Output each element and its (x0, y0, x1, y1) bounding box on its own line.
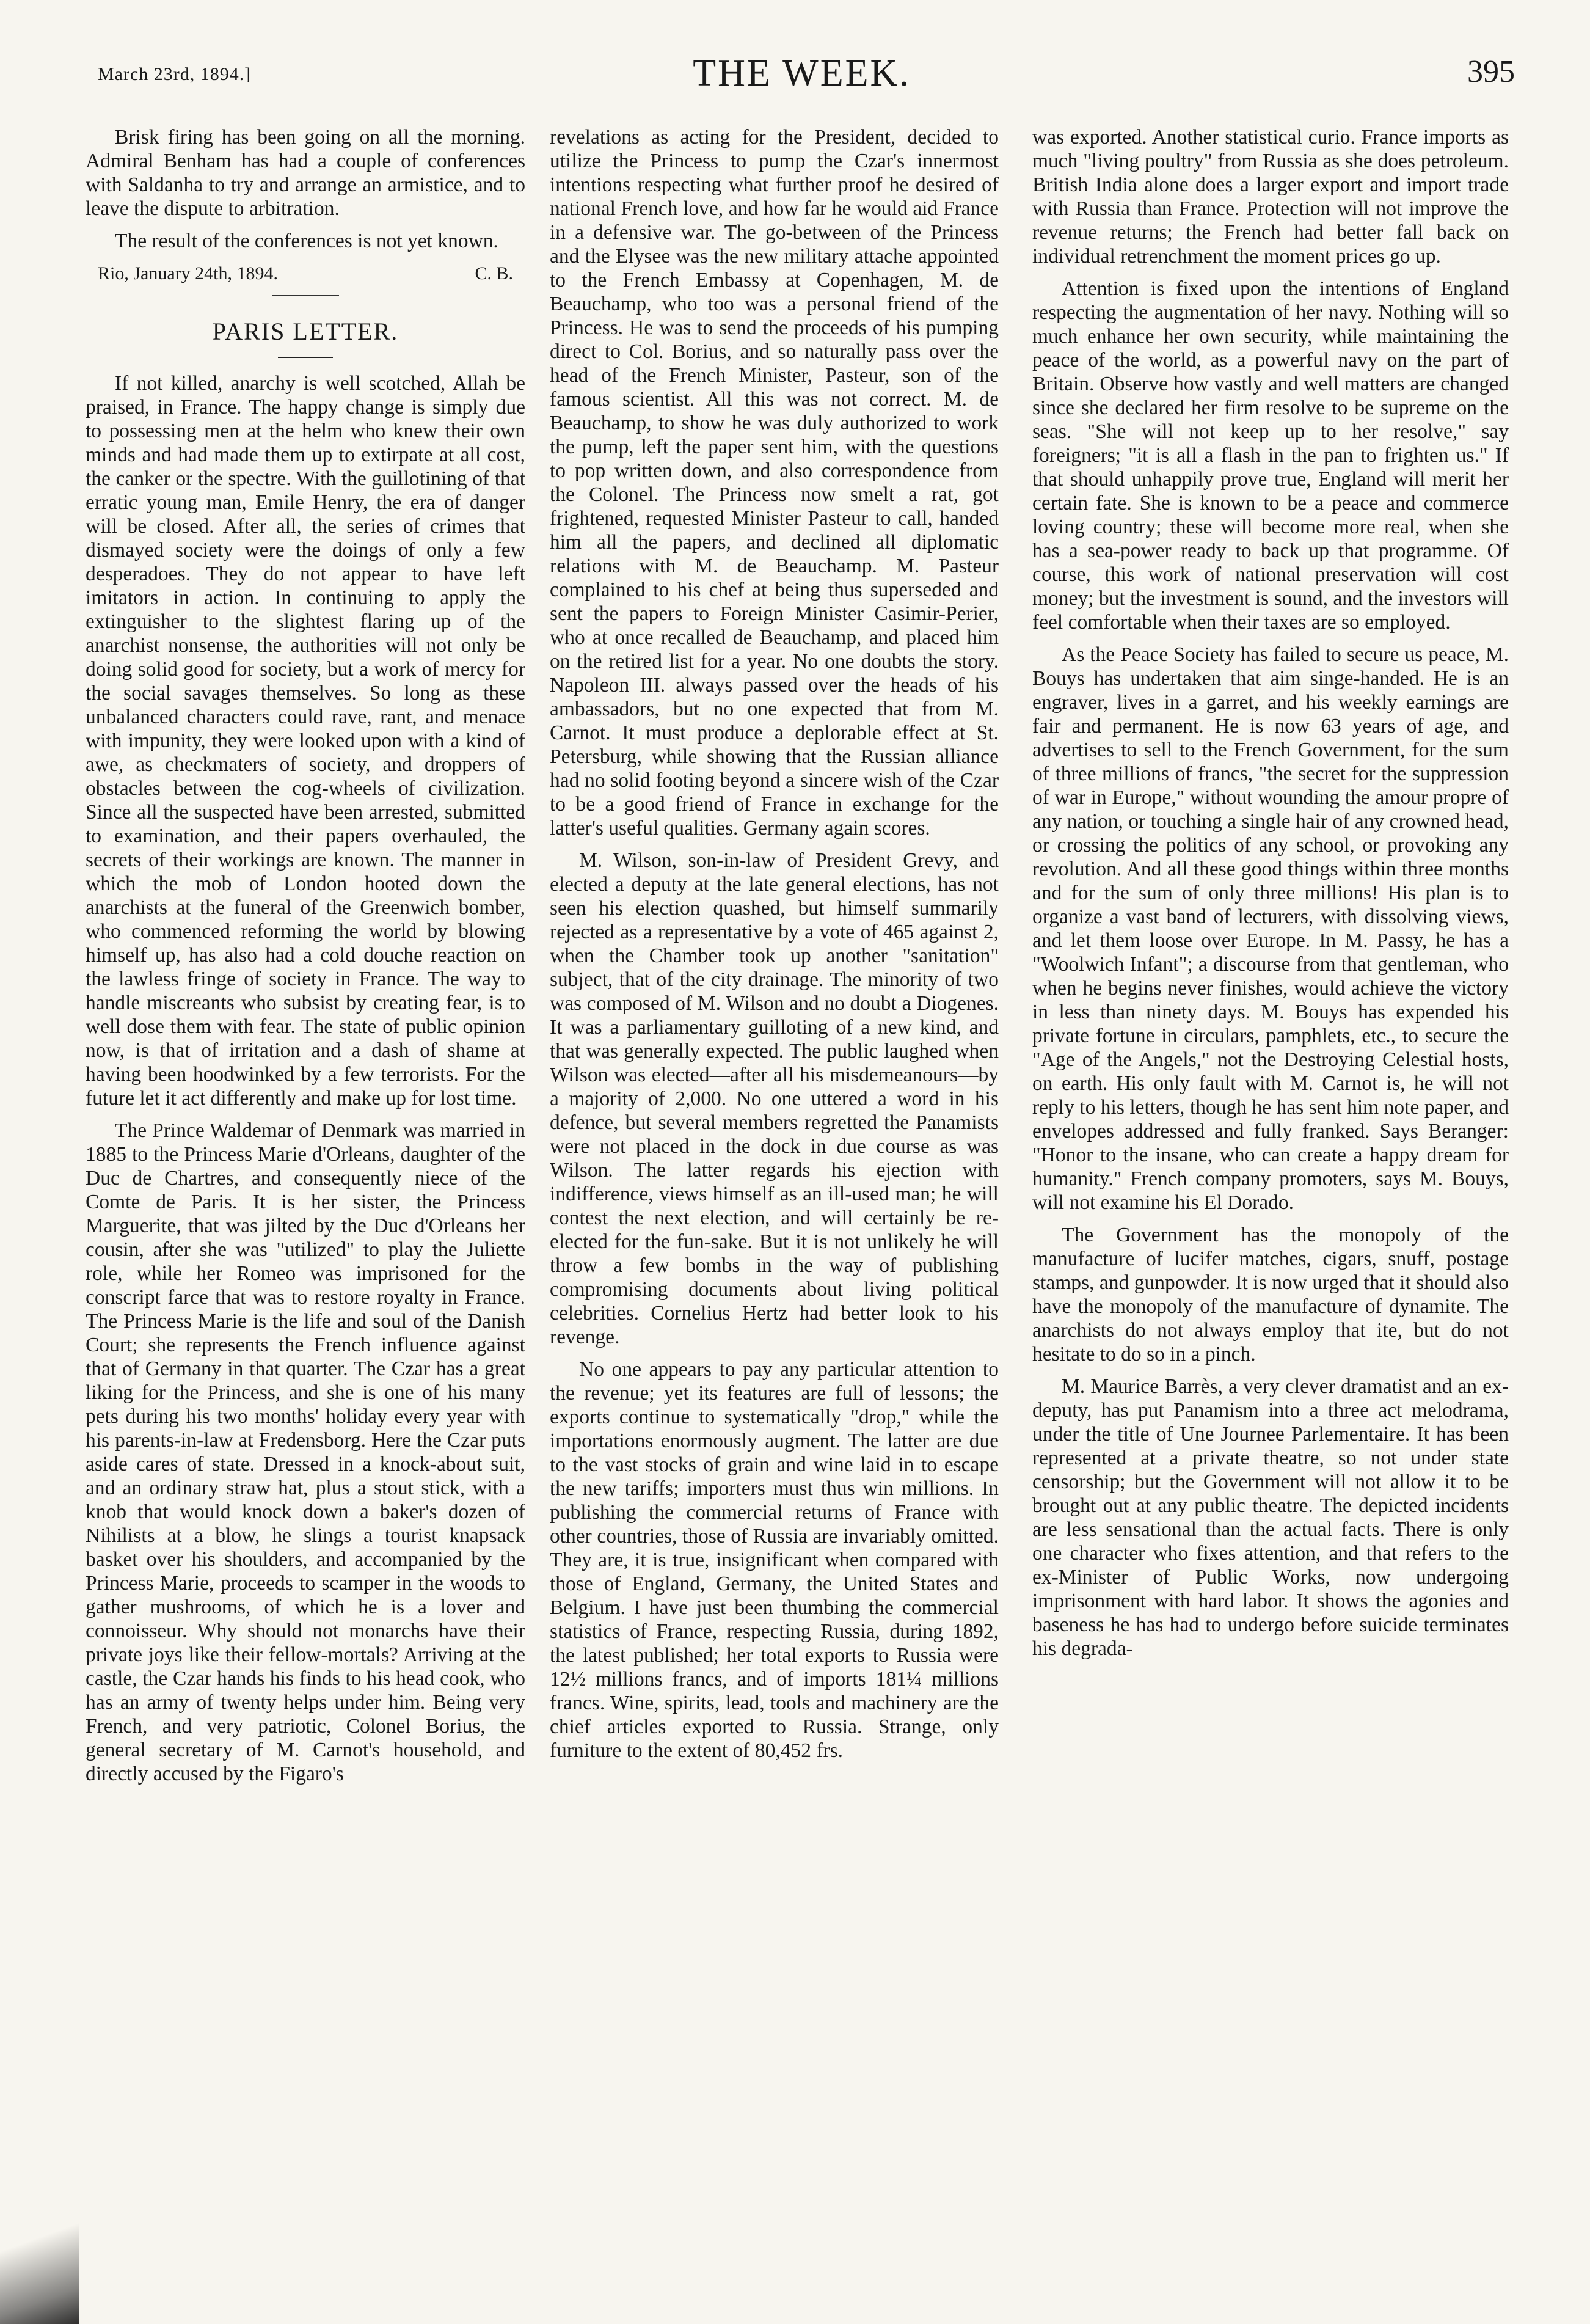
page-number: 395 (1467, 54, 1515, 89)
paris-paragraph-8: As the Peace Society has failed to secure us peace, M. Bouys has undertaken that aim singe-handed. He is an engraver, lives in a garret, and his weekly earnings are fair and permanent. He is now 63 years of age, and advertises to sell to the French Government, for the sum of three millions of francs, "the secret for the suppression of war in Europe," without wounding the amour propre of any nation, or touching a single hair of any crowned head, or crossing the politics of any school, or provoking any revolution. And all these good things within three months and for the sum of only three millions! His plan is to organize a vast band of lecturers, with dissolving views, and let them loose over Europe. In M. Passy, he has a "Woolwich Infant"; a discourse from that gentleman, who when he begins never finishes, would achieve the victory in less than ninety days. M. Bouys has expended his private fortune in circulars, pamphlets, etc., to secure the "Age of the Angels," not the Destroying Celestial hosts, on earth. His only fault with M. Carnot is, he will not reply to his letters, though he has sent him note paper, and envelopes addressed and fully franked. Says Beranger: "Honor to the insane, who can create a happy dream for humanity." French company promoters, says M. Bouys, will not examine his El Dorado. (1032, 643, 1509, 1214)
paris-paragraph-4: M. Wilson, son-in-law of President Grevy, and elected a deputy at the late general elections, has not seen his election quashed, but himself summarily rejected as a representative by a vote of 465 against 2, when the Chamber took up another "sanitation" subject, that of the city drainage. The minority of two was composed of M. Wilson and no doubt a Diogenes. It was a parliamentary guilloting of a new kind, and that was generally expected. The public laughed when Wilson was elected—after all his misdemeanours—by a majority of 2,000. No one uttered a word in his defence, but several members regretted the Panamists were not placed in the dock in due course as was Wilson. The latter regards his ejection with indifference, views himself as an ill-used man; he will contest the next election, and will certainly be re-elected for the fun-sake. But it is not unlikely he will throw a few bombs in the way of publishing compromising documents about living political celebrities. Cornelius Hertz had better look to his revenge. (550, 849, 999, 1348)
paris-paragraph-6: was exported. Another statistical curio. France imports as much "living poultry" from Russia as she does petroleum. British India alone does a larger export and import trade with Russia than France. Protection will not improve the revenue returns; the French had better fall back on individual retrenchment the moment prices go up. (1032, 126, 1509, 268)
paris-paragraph-10: M. Maurice Barrès, a very clever dramatist and an ex-deputy, has put Panamism into a three act melodrama, under the title of Une Journee Parlementaire. It has been represented at a private theatre, so not under state censorship; but the Government will not allow it to be brought out at any public theatre. The depicted incidents are less sensational than the actual facts. There is only one character who fixes attention, and that refers to the ex-Minister of Public Works, now undergoing imprisonment with hard labor. It shows the agonies and baseness he has had to undergo before suicide terminates his degrada- (1032, 1375, 1509, 1660)
heading-rule (278, 357, 333, 358)
paris-paragraph-5: No one appears to pay any particular attention to the revenue; yet its features are full of lessons; the exports continue to systematically "drop," while the importations enormously augment. The latter are due to the vast stocks of grain and wine laid in to escape the new tariffs; importers must thus win millions. In publishing the commercial returns of France with other countries, those of Russia are invariably omitted. They are, it is true, insignificant when compared with those of England, Germany, the United States and Belgium. I have just been thumbing the commercial statistics of France, respecting Russia, during 1892, the latest published; her total exports to Russia were 12½ millions francs, and of imports 181¼ millions francs. Wine, spirits, lead, tools and machinery are the chief articles exported to Russia. Strange, only furniture to the extent of 80,452 frs. (550, 1358, 999, 1762)
rio-paragraph-2: The result of the conferences is not yet known. (115, 230, 498, 252)
article-heading: PARIS LETTER. (212, 318, 399, 345)
separator-rule (272, 295, 339, 296)
column-3 (1032, 125, 1509, 1669)
publication-title: THE WEEK. (693, 53, 911, 94)
paris-paragraph-3: revelations as acting for the President, decided to utilize the Princess to pump the Czar's innermost intentions respecting what further proof he desired of national French love, and how far he would aid France in a defensive war. The go-between of the Princess and the Elysee was the new military attache appointed to the French Embassy at Copenhagen, M. de Beauchamp, who too was a personal friend of the Princess. He was to send the proceeds of his pumping direct to Col. Borius, and so naturally pass over the head of the French Minister, Pasteur, son of the famous scientist. All this was not correct. M. de Beauchamp, to show he was duly authorized to work the pump, left the paper sent him, with the questions to pop written down, and also correspondence from the Colonel. The Princess now smelt a rat, got frightened, requested Minister Pasteur to call, handed him all the papers, and declined all diplomatic relations with M. de Beauchamp. M. Pasteur complained to his chef at being thus superseded and sent the papers to Foreign Minister Casimir-Perier, who at once recalled de Beauchamp, and placed him on the retired list for a year. No one doubts the story. Napoleon III. always passed over the heads of his ambassadors, but no one expected that from M. Carnot. It must produce a deplorable effect at St. Petersburg, while showing that the Russian alliance had no solid footing beyond a sincere wish of the Czar to be a good friend of France in exchange for the latter's useful qualities. Germany again scores. (550, 126, 999, 839)
issue-date: March 23rd, 1894.] (98, 64, 252, 84)
column-2 (550, 125, 999, 1771)
page-fold-shadow (0, 2169, 79, 2324)
dateline (86, 261, 525, 285)
paris-paragraph-9: The Government has the monopoly of the manufacture of lucifer matches, cigars, snuff, postage stamps, and gunpowder. It is now urged that it should also have the monopoly of the manufacture of dynamite. The anarchists do not always employ that ite, but do not hesitate to do so in a pinch. (1032, 1224, 1509, 1365)
dateline-place: Rio, January 24th, 1894. (98, 263, 278, 283)
paris-paragraph-1: If not killed, anarchy is well scotched, Allah be praised, in France. The happy change is simply due to possessing men at the helm who knew their own minds and had made them up to extirpate at all cost, the canker or the spectre. With the guillotining of that erratic young man, Emile Henry, the era of danger will be closed. After all, the series of crimes that dismayed society were the doings of only a few desperadoes. They do not appear to have left imitators in action. In continuing to apply the extinguisher to the slightest flaring up of the anarchist nonsense, the authorities will not only be doing solid good for society, but a work of mercy for the social savages themselves. So long as these unbalanced characters could rave, rant, and menace with impunity, they were looked upon with a kind of awe, as checkmaters of society, and droppers of obstacles between the cog-wheels of civilization. Since all the suspected have been arrested, submitted to examination, and their papers overhauled, the secrets of their workings are known. The manner in which the mob of London hooted down the anarchists at the funeral of the Greenwich bomber, who commenced reforming the world by blowing himself up, has also had a cold douche reaction on the lawless fringe of society in France. The way to handle miscreants who subsist by creating fear, is to well dose them with fear. The state of public opinion now, is that of irritation and a dash of shame at having been hoodwinked by a few terrorists. For the future let it act differently and make up for lost time. (86, 372, 525, 1109)
column-1 (86, 125, 525, 1794)
masthead (86, 49, 1518, 110)
dateline-initials: C. B. (475, 263, 513, 283)
paris-paragraph-2: The Prince Waldemar of Denmark was married in 1885 to the Princess Marie d'Orleans, daughter of the Duc de Chartres, and consequently niece of the Comte de Paris. It is her sister, the Princess Marguerite, that was jilted by the Duc d'Orleans her cousin, after she was "utilized" to play the Juliette role, while her Romeo was imprisoned for the conscript farce that was to restore royalty in France. The Princess Marie is the life and soul of the Danish Court; she represents the French influence against that of Germany in that quarter. The Czar has a great liking for the Princess, and she is one of his many pets during his two months' holiday every year with his parents-in-law at Fredensborg. Here the Czar puts aside cares of state. Dressed in a knock-about suit, and an ordinary straw hat, plus a stout stick, with a knob that would knock down a baker's dozen of Nihilists at a blow, he slings a tourist knapsack basket over his shoulders, and accompanied by the Princess Marie, proceeds to scamper in the woods to gather mushrooms, of which he is a lover and connoisseur. Why should not monarchs have their private joys like their fellow-mortals? Arriving at the castle, the Czar hands his finds to his head cook, who has an army of twenty helps under him. Being very French, and very patriotic, Colonel Borius, the general secretary of M. Carnot's household, and directly accused by the Figaro's (86, 1119, 525, 1785)
rio-paragraph-1: Brisk firing has been going on all the morning. Admiral Benham has had a couple of conferences with Saldanha to try and arrange an armistice, and to leave the dispute to arbitration. (86, 126, 525, 220)
paris-paragraph-7: Attention is fixed upon the intentions of England respecting the augmentation of her navy. Nothing will so much enhance her own security, while maintaining the peace of the world, as a powerful navy on the part of Britain. Observe how vastly and well matters are changed since she declared her firm resolve to be supreme on the seas. "She will not keep up to her resolve," say foreigners; "it is all a flash in the pan to frighten us." If that should unhappily prove true, England will merit her certain fate. She is known to be a peace and commerce loving country; these will become more real, when she has a sea-power ready to back up that programme. Of course, this work of national preservation will cost money; but the investment is sound, and the investors will feel comfortable when their taxes are so employed. (1032, 277, 1509, 634)
